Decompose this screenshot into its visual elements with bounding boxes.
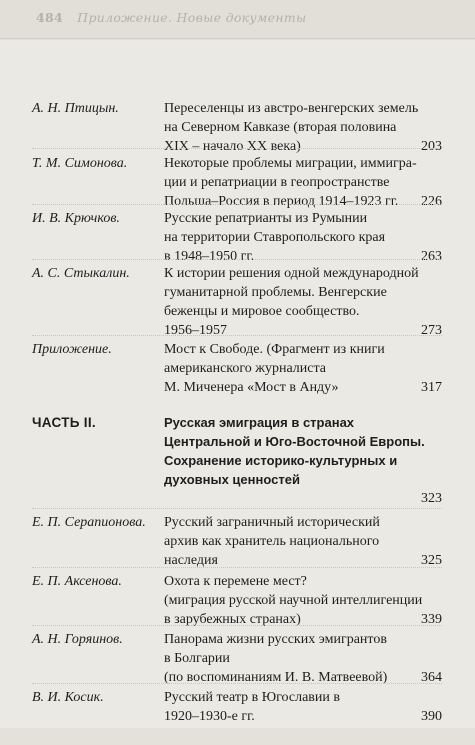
part-title-line: Центральной и Юго-Восточной Европы. [164, 434, 425, 449]
entry-separator [32, 683, 442, 684]
entry-separator [32, 148, 442, 149]
entry-page-number: 390 [421, 709, 442, 724]
entry-title-line: XIX – начало XX века) [164, 139, 301, 154]
entry-author: Е. П. Серапионова. [32, 515, 146, 530]
part-title [164, 413, 444, 489]
entry-page-number: 263 [421, 249, 442, 264]
entry-title [164, 572, 444, 629]
entry-title-line: Польша–Россия в период 1914–1923 гг. [164, 194, 399, 209]
entry-title [164, 688, 444, 726]
header-rule [0, 38, 475, 39]
page-bottom-edge [0, 728, 475, 745]
entry-title-line: Некоторые проблемы миграции, иммигра- [164, 156, 417, 171]
entry-title-line: в 1948–1950 гг. [164, 249, 255, 264]
entry-title-line: американского журналиста [164, 361, 326, 376]
part-title-line: духовных ценностей [164, 472, 300, 487]
entry-page-number: 325 [421, 553, 442, 568]
entry-separator [32, 335, 442, 336]
entry-title-line: гуманитарной проблемы. Венгерские [164, 285, 387, 300]
entry-title-line: Охота к перемене мест? [164, 574, 307, 589]
entry-page-number: 364 [421, 670, 442, 685]
toc-entry [32, 209, 442, 266]
entry-title-line: архив как хранитель национального [164, 534, 380, 549]
entry-title [164, 209, 444, 266]
entry-author: Е. П. Аксенова. [32, 574, 122, 589]
entry-title-line: М. Миченера «Мост в Анду» [164, 380, 339, 395]
entry-separator [32, 259, 442, 260]
entry-page-number: 226 [421, 194, 442, 209]
header-page-number: 484 [36, 10, 63, 25]
entry-title-line: К истории решения одной международной [164, 266, 419, 281]
entry-title-line: Панорама жизни русских эмигрантов [164, 632, 387, 647]
entry-title [164, 264, 444, 340]
entry-separator [32, 625, 442, 626]
entry-title-line: (по воспоминаниям И. В. Матвеевой) [164, 670, 388, 685]
part-title-line: Сохранение историко-культурных и [164, 453, 398, 468]
entry-author: А. Н. Птицын. [32, 101, 119, 116]
part-label: ЧАСТЬ II. [32, 415, 96, 430]
part-heading [32, 413, 442, 506]
toc-entry [32, 630, 442, 687]
entry-title-line: Русский театр в Югославии в [164, 690, 341, 705]
header-running-title: Приложение. Новые документы [77, 10, 307, 25]
entry-page-number: 339 [421, 612, 442, 627]
entry-page-number: 203 [421, 139, 442, 154]
entry-author: Приложение. [32, 342, 112, 357]
entry-title-line: в зарубежных странах) [164, 612, 301, 627]
toc-entry [32, 340, 442, 397]
toc-entry [32, 513, 442, 570]
entry-title-line: 1920–1930-е гг. [164, 709, 255, 724]
entry-title-line: 1956–1957 [164, 323, 227, 338]
entry-author: В. И. Косик. [32, 690, 104, 705]
entry-title-line: на территории Ставропольского края [164, 230, 386, 245]
entry-title-line: ции и репатриации в геопространстве [164, 175, 390, 190]
entry-title-line: Русский заграничный исторический [164, 515, 380, 530]
entry-page-number: 273 [421, 323, 442, 338]
entry-title-line: на Северном Кавказе (вторая половина [164, 120, 397, 135]
part-title-line: Русская эмиграция в странах [164, 415, 355, 430]
entry-title-line: в Болгарии [164, 651, 230, 666]
toc-entry [32, 688, 442, 726]
entry-author: Т. М. Симонова. [32, 156, 128, 171]
entry-separator [32, 567, 442, 568]
entry-title-line: беженцы и мировое сообщество. [164, 304, 360, 319]
entry-title [164, 630, 444, 687]
entry-title [164, 513, 444, 570]
entry-separator [32, 508, 442, 509]
toc-entry [32, 572, 442, 629]
entry-title [164, 340, 444, 397]
toc-entry [32, 264, 442, 340]
entry-title-line: Русские репатрианты из Румынии [164, 211, 368, 226]
entry-title-line: (миграция русской научной интеллигенции [164, 593, 423, 608]
entry-page-number: 317 [421, 380, 442, 395]
part-page-number: 323 [421, 491, 442, 506]
entry-title-line: Мост к Свободе. (Фрагмент из книги [164, 342, 385, 357]
running-header [0, 0, 475, 40]
entry-title [164, 154, 444, 211]
entry-separator [32, 204, 442, 205]
entry-title-line: наследия [164, 553, 218, 568]
entry-author: А. Н. Горяинов. [32, 632, 123, 647]
entry-author: И. В. Крючков. [32, 211, 120, 226]
running-header-text [36, 10, 307, 25]
entry-title-line: Переселенцы из австро-венгерских земель [164, 101, 419, 116]
toc-entry [32, 154, 442, 211]
entry-author: А. С. Стыкалин. [32, 266, 130, 281]
